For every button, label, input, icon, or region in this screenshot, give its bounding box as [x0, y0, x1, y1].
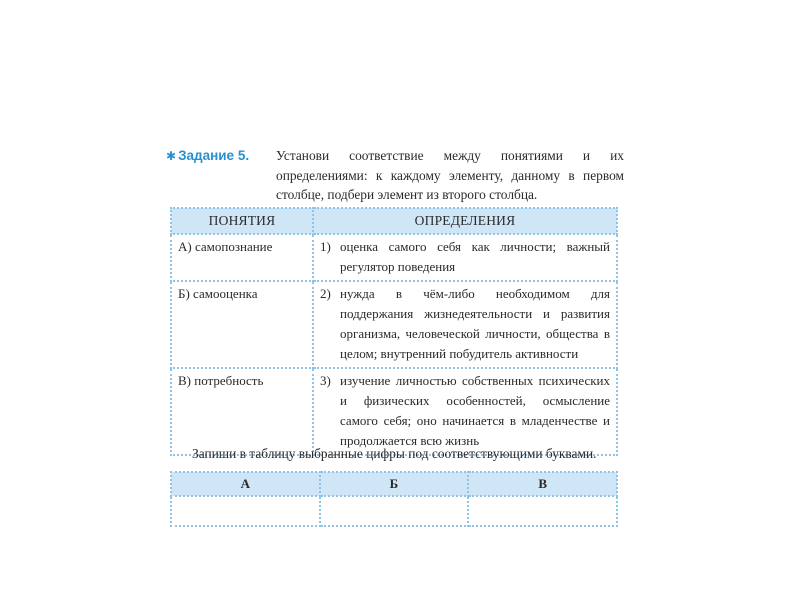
- answer-header-row: [171, 472, 617, 496]
- answer-cell-v[interactable]: [468, 496, 617, 526]
- star-icon: ✱: [166, 149, 177, 163]
- concepts-header: ПОНЯТИЯ: [171, 208, 313, 234]
- concept-cell: Б) самооценка: [171, 281, 313, 368]
- answer-letter-b: Б: [320, 472, 469, 496]
- concept-cell: В) потребность: [171, 368, 313, 455]
- answer-input-row: [171, 496, 617, 526]
- definition-text: изучение личностью собственных психических и физических особенностей, осмысление самого себя; оно начинается в младенчестве и продолжается всю жизнь: [340, 373, 610, 448]
- answer-table: [170, 471, 618, 527]
- task-text: Установи соответствие между понятиями и их определениями: к каждому элементу, данному в первом столбце, подбери элемент из второго столбца.: [276, 148, 624, 202]
- answer-cell-a[interactable]: [171, 496, 320, 526]
- definition-text: нужда в чём-либо необходимом для поддержания жизнедеятельности и развития организма, человеческой личности, общества в целом; внутренний побудитель активности: [340, 286, 610, 361]
- task-title-label: Задание 5.: [178, 148, 250, 163]
- definition-cell: [313, 368, 617, 455]
- concept-cell: А) самопознание: [171, 234, 313, 281]
- answer-letter-v: В: [468, 472, 617, 496]
- definition-cell: [313, 234, 617, 281]
- definition-text: оценка самого себя как личности; важный регулятор поведения: [340, 239, 610, 274]
- table-row: [171, 368, 617, 455]
- table-row: [171, 234, 617, 281]
- definitions-table: [170, 207, 618, 456]
- definition-number: 1): [320, 239, 331, 254]
- definition-number: 2): [320, 286, 331, 301]
- task-title: [166, 146, 270, 167]
- definitions-header-row: [171, 208, 617, 234]
- definition-number: 3): [320, 373, 331, 388]
- answer-cell-b[interactable]: [320, 496, 469, 526]
- definitions-header: ОПРЕДЕЛЕНИЯ: [313, 208, 617, 234]
- definition-cell: [313, 281, 617, 368]
- task-block: [166, 146, 624, 205]
- answer-letter-a: А: [171, 472, 320, 496]
- table-row: [171, 281, 617, 368]
- answer-instruction: Запиши в таблицу выбранные цифры под соответствующими буквами.: [192, 446, 597, 461]
